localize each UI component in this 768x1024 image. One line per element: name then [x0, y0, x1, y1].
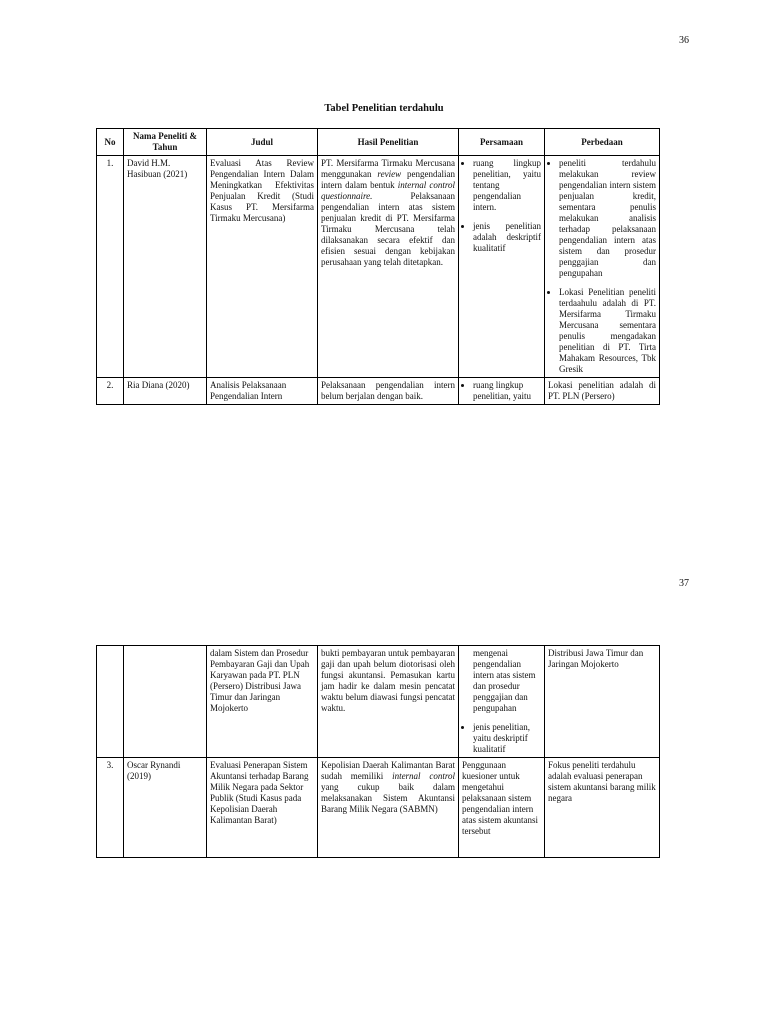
list-item: • ruang lingkup penelitian, yaitu: [473, 380, 541, 402]
header-hasil: Hasil Penelitian: [318, 129, 459, 156]
cell-judul: Evaluasi Penerapan Sistem Akuntansi terhadap Barang Milik Negara pada Sektor Publik (Studi Kasus pada Kepolisian Daerah Kalimantan Barat): [207, 758, 318, 858]
research-table-page-1: [96, 128, 660, 405]
header-perbedaan: Perbedaan: [545, 129, 660, 156]
cell-nama: [124, 646, 207, 758]
cell-no: [97, 646, 124, 758]
cell-perbedaan: Fokus peneliti terdahulu adalah evaluasi penerapan sistem akuntansi barang milik negara: [545, 758, 660, 858]
table-row: [97, 758, 660, 858]
cell-nama: David H.M. Hasibuan (2021): [124, 156, 207, 378]
cell-no: 3.: [97, 758, 124, 858]
page-number: 37: [679, 578, 689, 589]
research-table-page-2: [96, 645, 660, 858]
table-row: [97, 646, 660, 758]
cell-persamaan: Penggunaan kuesioner untuk mengetahui pelaksanaan sistem pengendalian intern atas sistem akuntansi tersebut: [459, 758, 545, 858]
list-item: • peneliti terdahulu melakukan review pengendalian intern sistem penjualan kredit, sementara penulis melakukan analisis terhadap pelaksanaan pengendalian intern atas sistem dan prosedur penggajian dan pengupahan: [559, 158, 656, 279]
header-persamaan: Persamaan: [459, 129, 545, 156]
header-no: No: [97, 129, 124, 156]
cell-persamaan: [459, 156, 545, 378]
header-nama: Nama Peneliti & Tahun: [124, 129, 207, 156]
cell-judul: Evaluasi Atas Review Pengendalian Intern Dalam Meningkatkan Efektivitas Penjualan Kredit (Studi Kasus PT. Mersifarma Tirmaku Mercusana): [207, 156, 318, 378]
header-judul: Judul: [207, 129, 318, 156]
cell-hasil: Kepolisian Daerah Kalimantan Barat sudah memiliki internal control yang cukup baik dalam melaksanakan Sistem Akuntansi Barang Milik Negara (SABMN): [318, 758, 459, 858]
cell-judul: dalam Sistem dan Prosedur Pembayaran Gaji dan Upah Karyawan pada PT. PLN (Persero) Distribusi Jawa Timur dan Jaringan Mojokerto: [207, 646, 318, 758]
cell-persamaan: [459, 378, 545, 405]
cell-judul: Analisis Pelaksanaan Pengendalian Intern: [207, 378, 318, 405]
page-number: 36: [679, 35, 689, 46]
cell-nama: Ria Diana (2020): [124, 378, 207, 405]
table-row: [97, 156, 660, 378]
cell-perbedaan: Distribusi Jawa Timur dan Jaringan Mojokerto: [545, 646, 660, 758]
cell-persamaan: [459, 646, 545, 758]
cell-nama: Oscar Rynandi (2019): [124, 758, 207, 858]
table-row: [97, 378, 660, 405]
table-header-row: [97, 129, 660, 156]
cell-hasil: bukti pembayaran untuk pembayaran gaji dan upah belum diotorisasi oleh fungsi akuntansi. Pemasukan kartu jam hadir ke dalam mesin pencatat waktu belum diawasi fungsi pencatat waktu.: [318, 646, 459, 758]
list-item: • ruang lingkup penelitian, yaitu tentang pengendalian intern.: [473, 158, 541, 213]
list-item: • jenis penelitian, yaitu deskriptif kualitatif: [473, 722, 541, 755]
list-item: • Lokasi Penelitian peneliti terdaahulu adalah di PT. Mersifarma Tirmaku Mercusana sementara penulis mengadakan penelitian di PT. Tirta Mahakam Resources, Tbk Gresik: [559, 287, 656, 375]
cell-perbedaan: [545, 156, 660, 378]
list-item: • jenis penelitian adalah deskriptif kualitatif: [473, 221, 541, 254]
list-item-continued: mengenai pengendalian intern atas sistem dan prosedur penggajian dan pengupahan: [473, 648, 536, 713]
cell-hasil: Pelaksanaan pengendalian intern belum berjalan dengan baik.: [318, 378, 459, 405]
cell-no: 2.: [97, 378, 124, 405]
cell-hasil: PT. Mersifarma Tirmaku Mercusana menggunakan review pengendalian intern dalam bentuk internal control questionnaire. Pelaksanaan pengendalian intern atas sistem penjualan kredit di PT. Mersifarma Tirmaku Mercusana telah dilaksanakan secara efektif dan efisien sesuai dengan kebijakan perusahaan yang telah ditetapkan.: [318, 156, 459, 378]
cell-perbedaan: Lokasi penelitian adalah di PT. PLN (Persero): [545, 378, 660, 405]
cell-no: 1.: [97, 156, 124, 378]
table-title: Tabel Penelitian terdahulu: [324, 103, 444, 114]
